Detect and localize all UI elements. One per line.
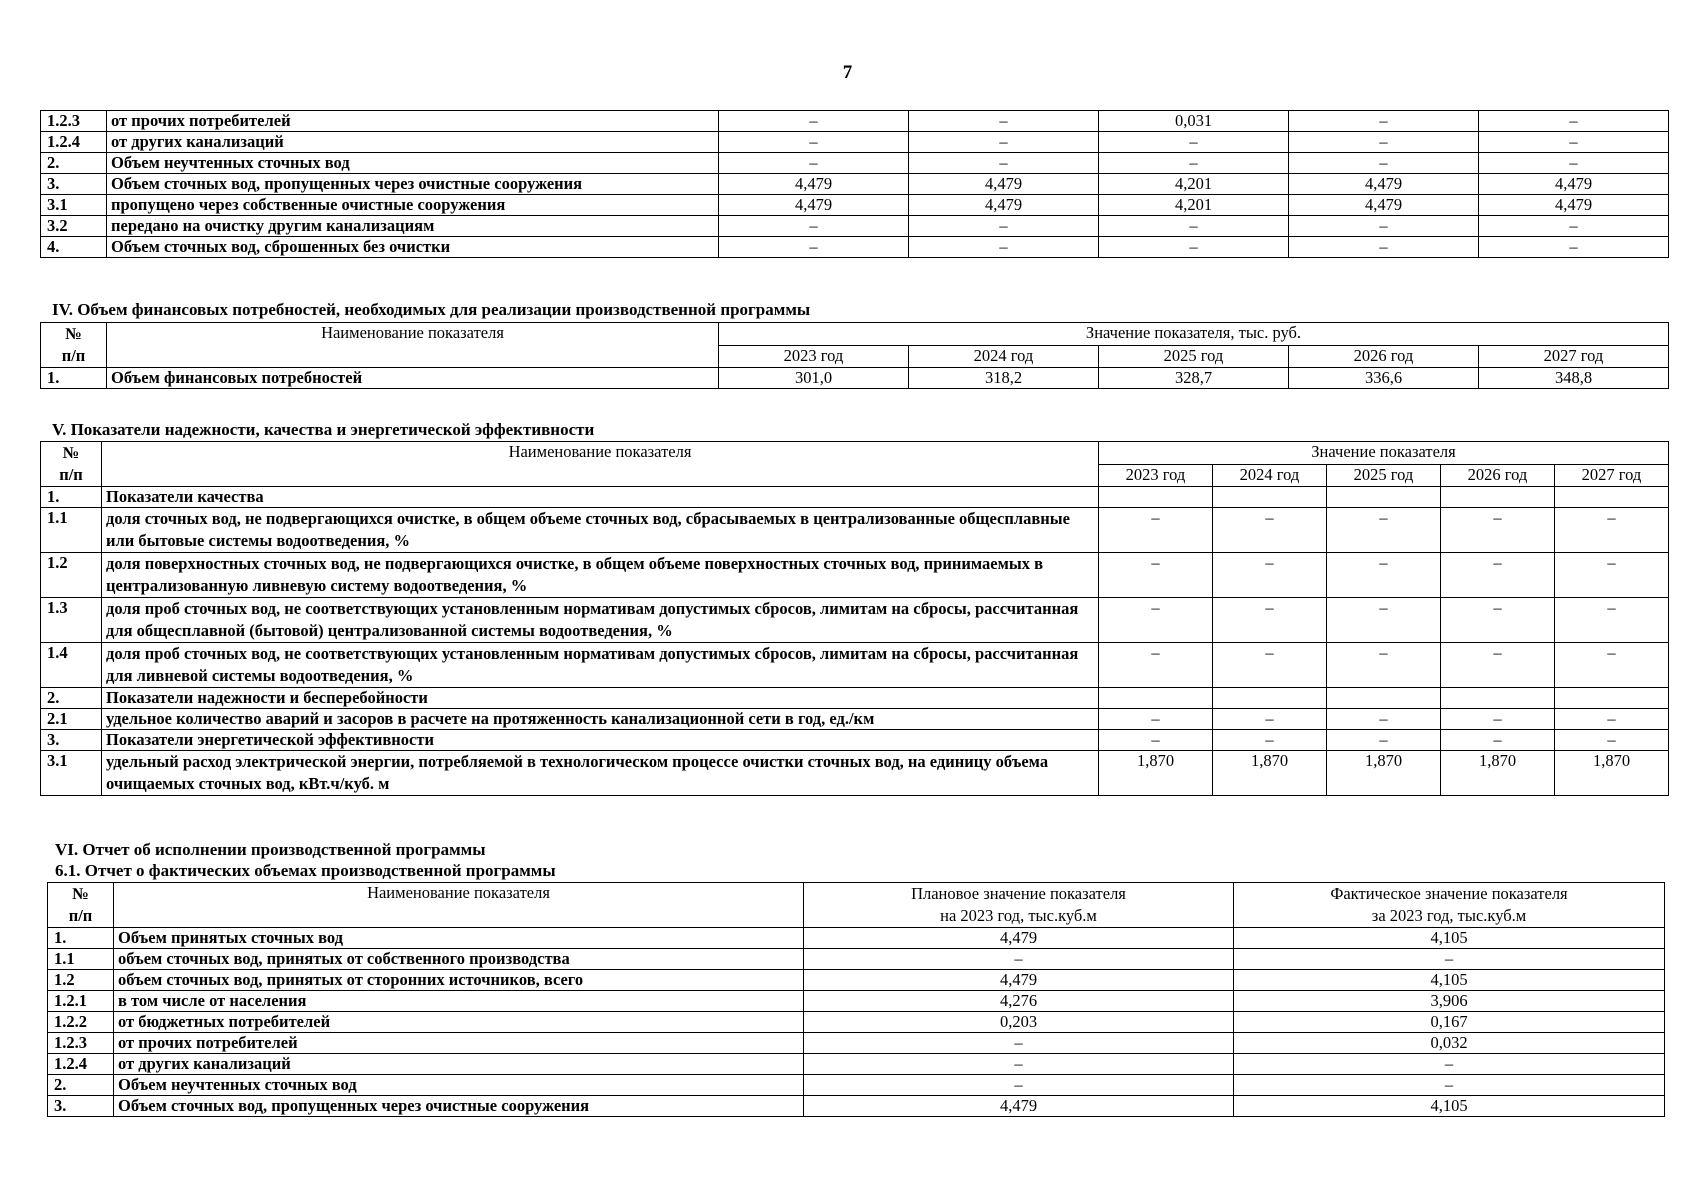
row-name: Объем сточных вод, сброшенных без очистки <box>107 237 719 258</box>
row-plan: 4,479 <box>804 1096 1234 1117</box>
row-value: – <box>909 111 1099 132</box>
row-name: удельный расход электрической энергии, потребляемой в технологическом процессе очистки сточных вод, на единицу объема очищаемых сточных вод, кВт.ч/куб. м <box>102 751 1099 796</box>
row-name: от прочих потребителей <box>114 1033 804 1054</box>
row-value: – <box>1289 132 1479 153</box>
year-header: 2027 год <box>1479 345 1669 368</box>
header-num <box>41 442 102 487</box>
row-value: 4,201 <box>1099 174 1289 195</box>
row-value: – <box>1213 643 1327 688</box>
row-code: 1.2 <box>48 970 114 991</box>
row-value: – <box>1555 553 1669 598</box>
row-value: – <box>1099 132 1289 153</box>
header-value: Значение показателя, тыс. руб. <box>719 323 1669 346</box>
row-name: объем сточных вод, принятых от собственного производства <box>114 949 804 970</box>
row-code: 1.2.2 <box>48 1012 114 1033</box>
section-5-title: V. Показатели надежности, качества и энергетической эффективности <box>52 420 595 439</box>
row-value: – <box>1327 643 1441 688</box>
row-name: удельное количество аварий и засоров в расчете на протяженность канализационной сети в год, ед./км <box>102 709 1099 730</box>
header-plan-line2: на 2023 год, тыс.куб.м <box>940 906 1097 925</box>
row-value <box>1213 487 1327 508</box>
row-value: 4,479 <box>1479 195 1669 216</box>
table-row <box>48 928 1665 949</box>
row-value: 318,2 <box>909 368 1099 389</box>
row-fact: – <box>1234 949 1665 970</box>
year-header: 2024 год <box>1213 464 1327 487</box>
row-fact: 4,105 <box>1234 970 1665 991</box>
header-value: Значение показателя <box>1099 442 1669 465</box>
row-value: – <box>1289 153 1479 174</box>
year-header: 2024 год <box>909 345 1099 368</box>
row-plan: 4,479 <box>804 970 1234 991</box>
report-table <box>47 882 1665 1117</box>
table-row <box>41 487 1669 508</box>
row-value: – <box>1213 553 1327 598</box>
row-plan: 4,276 <box>804 991 1234 1012</box>
header-num-line1: № <box>72 884 89 903</box>
row-value: – <box>1441 508 1555 553</box>
row-code: 1.2 <box>41 553 102 598</box>
table-row <box>48 1075 1665 1096</box>
table-row <box>48 1033 1665 1054</box>
table-row <box>48 991 1665 1012</box>
row-name: доля проб сточных вод, не соответствующих установленным нормативам допустимых сбросов, лимитам на сбросы, рассчитанная для общесплавной (бытовой) централизованной системы водоотведения, % <box>102 598 1099 643</box>
table-row <box>41 598 1669 643</box>
row-value: 4,201 <box>1099 195 1289 216</box>
row-value: – <box>1441 730 1555 751</box>
header-num-line2: п/п <box>68 906 93 925</box>
row-code: 3. <box>41 730 102 751</box>
table-row <box>48 949 1665 970</box>
row-value: – <box>719 153 909 174</box>
table-row <box>48 970 1665 991</box>
section-6-subtitle: 6.1. Отчет о фактических объемах производственной программы <box>55 861 556 880</box>
row-code: 1. <box>48 928 114 949</box>
row-value: – <box>1441 598 1555 643</box>
year-header: 2025 год <box>1099 345 1289 368</box>
table-row <box>48 1012 1665 1033</box>
row-value: 1,870 <box>1441 751 1555 796</box>
header-num-line1: № <box>62 443 80 462</box>
row-value <box>1327 688 1441 709</box>
row-value: – <box>1099 709 1213 730</box>
header-num-line2: п/п <box>59 465 83 484</box>
row-name: Объем принятых сточных вод <box>114 928 804 949</box>
financial-needs-table <box>40 322 1669 389</box>
row-value: – <box>909 237 1099 258</box>
table-row <box>41 643 1669 688</box>
row-code: 1.2.4 <box>41 132 107 153</box>
row-value: – <box>1555 709 1669 730</box>
row-value: – <box>1555 508 1669 553</box>
table-row <box>41 709 1669 730</box>
table-row <box>41 730 1669 751</box>
table-row <box>41 751 1669 796</box>
row-plan: – <box>804 949 1234 970</box>
row-plan: – <box>804 1033 1234 1054</box>
row-value: – <box>1327 730 1441 751</box>
row-value: 4,479 <box>719 195 909 216</box>
row-fact: 0,032 <box>1234 1033 1665 1054</box>
row-value: – <box>1327 598 1441 643</box>
row-code: 4. <box>41 237 107 258</box>
row-name: доля поверхностных сточных вод, не подвергающихся очистке, в общем объеме поверхностных сточных вод, принимаемых в централизованную ливневую систему водоотведения, % <box>102 553 1099 598</box>
header-plan <box>804 883 1234 928</box>
row-code: 1.1 <box>41 508 102 553</box>
row-value <box>1099 688 1213 709</box>
row-value <box>1099 487 1213 508</box>
row-name: Объем сточных вод, пропущенных через очистные сооружения <box>114 1096 804 1117</box>
row-fact: 4,105 <box>1234 928 1665 949</box>
row-code: 3.1 <box>41 195 107 216</box>
table-row <box>41 111 1669 132</box>
table-row <box>41 216 1669 237</box>
header-name: Наименование показателя <box>107 323 719 368</box>
section-6-title: VI. Отчет об исполнении производственной программы <box>55 840 486 859</box>
row-name: доля сточных вод, не подвергающихся очистке, в общем объеме сточных вод, сбрасываемых в централизованные общесплавные или бытовые системы водоотведения, % <box>102 508 1099 553</box>
row-value: – <box>1099 643 1213 688</box>
row-value <box>1441 688 1555 709</box>
table-row <box>41 195 1669 216</box>
year-header: 2023 год <box>719 345 909 368</box>
row-value: – <box>1099 216 1289 237</box>
row-value <box>1441 487 1555 508</box>
row-value: 1,870 <box>1099 751 1213 796</box>
year-header: 2026 год <box>1441 464 1555 487</box>
row-value: – <box>719 111 909 132</box>
header-num-line2: п/п <box>61 346 86 365</box>
row-value: – <box>1479 111 1669 132</box>
row-code: 1.2.3 <box>48 1033 114 1054</box>
row-value: – <box>719 132 909 153</box>
row-value: 301,0 <box>719 368 909 389</box>
row-value: 1,870 <box>1555 751 1669 796</box>
row-code: 2. <box>41 688 102 709</box>
row-code: 1.1 <box>48 949 114 970</box>
row-value: – <box>1099 553 1213 598</box>
row-value: 0,031 <box>1099 111 1289 132</box>
header-fact-line2: за 2023 год, тыс.куб.м <box>1371 906 1527 925</box>
row-code: 3. <box>48 1096 114 1117</box>
row-name: Объем сточных вод, пропущенных через очистные сооружения <box>107 174 719 195</box>
year-header: 2027 год <box>1555 464 1669 487</box>
row-name: от бюджетных потребителей <box>114 1012 804 1033</box>
row-value: 328,7 <box>1099 368 1289 389</box>
row-name: Показатели качества <box>102 487 1099 508</box>
year-header: 2025 год <box>1327 464 1441 487</box>
row-name: Объем неучтенных сточных вод <box>107 153 719 174</box>
row-value <box>1213 688 1327 709</box>
table-row <box>48 1054 1665 1075</box>
row-code: 3.1 <box>41 751 102 796</box>
row-value <box>1327 487 1441 508</box>
row-value: – <box>1289 216 1479 237</box>
row-name: объем сточных вод, принятых от сторонних источников, всего <box>114 970 804 991</box>
table-row <box>48 1096 1665 1117</box>
table-row <box>41 132 1669 153</box>
row-code: 1.2.4 <box>48 1054 114 1075</box>
row-value: – <box>1213 709 1327 730</box>
header-name: Наименование показателя <box>114 883 804 928</box>
row-value: – <box>1099 598 1213 643</box>
table-row <box>41 508 1669 553</box>
header-num <box>41 323 107 368</box>
reliability-table <box>40 441 1669 796</box>
table-row <box>41 237 1669 258</box>
row-value: 4,479 <box>909 195 1099 216</box>
row-value: – <box>1441 553 1555 598</box>
row-value: – <box>1327 508 1441 553</box>
row-name: Объем финансовых потребностей <box>107 368 719 389</box>
row-value <box>1555 688 1669 709</box>
row-value: 4,479 <box>1479 174 1669 195</box>
header-fact-line1: Фактическое значение показателя <box>1330 884 1568 903</box>
header-name: Наименование показателя <box>102 442 1099 487</box>
row-value: – <box>719 216 909 237</box>
row-name: передано на очистку другим канализациям <box>107 216 719 237</box>
row-value: – <box>1479 132 1669 153</box>
row-name: от прочих потребителей <box>107 111 719 132</box>
row-name: в том числе от населения <box>114 991 804 1012</box>
row-value: – <box>1441 643 1555 688</box>
year-header: 2023 год <box>1099 464 1213 487</box>
row-value: 4,479 <box>909 174 1099 195</box>
row-value: – <box>1327 553 1441 598</box>
row-value: – <box>1213 598 1327 643</box>
row-value: – <box>1099 153 1289 174</box>
continuation-table <box>40 110 1669 258</box>
header-plan-line1: Плановое значение показателя <box>911 884 1126 903</box>
row-value: – <box>1555 598 1669 643</box>
row-fact: – <box>1234 1075 1665 1096</box>
row-value: 4,479 <box>1289 195 1479 216</box>
row-plan: – <box>804 1075 1234 1096</box>
row-value: – <box>1479 216 1669 237</box>
row-name: пропущено через собственные очистные сооружения <box>107 195 719 216</box>
row-code: 1.3 <box>41 598 102 643</box>
header-num <box>48 883 114 928</box>
row-value: 4,479 <box>1289 174 1479 195</box>
row-name: Показатели энергетической эффективности <box>102 730 1099 751</box>
table-row <box>41 174 1669 195</box>
row-fact: 3,906 <box>1234 991 1665 1012</box>
row-plan: 0,203 <box>804 1012 1234 1033</box>
row-value: – <box>909 132 1099 153</box>
row-value: – <box>1555 643 1669 688</box>
row-fact: 0,167 <box>1234 1012 1665 1033</box>
row-name: от других канализаций <box>107 132 719 153</box>
row-value: – <box>1555 730 1669 751</box>
header-fact <box>1234 883 1665 928</box>
row-code: 1. <box>41 487 102 508</box>
row-code: 1.4 <box>41 643 102 688</box>
row-value: – <box>1441 709 1555 730</box>
row-code: 1.2.1 <box>48 991 114 1012</box>
row-value: – <box>1099 508 1213 553</box>
row-code: 3. <box>41 174 107 195</box>
row-name: от других канализаций <box>114 1054 804 1075</box>
row-plan: 4,479 <box>804 928 1234 949</box>
row-value: – <box>909 153 1099 174</box>
row-value: – <box>1479 153 1669 174</box>
table-row <box>41 368 1669 389</box>
row-value: 348,8 <box>1479 368 1669 389</box>
header-num-line1: № <box>65 324 82 343</box>
table-row <box>41 688 1669 709</box>
row-value: – <box>909 216 1099 237</box>
row-code: 2. <box>48 1075 114 1096</box>
table-row <box>41 553 1669 598</box>
row-value: – <box>719 237 909 258</box>
table-row <box>41 153 1669 174</box>
row-value: – <box>1289 111 1479 132</box>
row-value: – <box>1213 508 1327 553</box>
row-code: 1. <box>41 368 107 389</box>
year-header: 2026 год <box>1289 345 1479 368</box>
row-code: 1.2.3 <box>41 111 107 132</box>
row-value: – <box>1479 237 1669 258</box>
row-fact: 4,105 <box>1234 1096 1665 1117</box>
section-4-title: IV. Объем финансовых потребностей, необходимых для реализации производственной программы <box>52 300 811 319</box>
row-value: 336,6 <box>1289 368 1479 389</box>
row-name: Объем неучтенных сточных вод <box>114 1075 804 1096</box>
row-value: – <box>1327 709 1441 730</box>
row-code: 2.1 <box>41 709 102 730</box>
row-value <box>1555 487 1669 508</box>
row-value: – <box>1099 730 1213 751</box>
row-value: – <box>1289 237 1479 258</box>
row-code: 3.2 <box>41 216 107 237</box>
row-name: Показатели надежности и бесперебойности <box>102 688 1099 709</box>
row-value: 4,479 <box>719 174 909 195</box>
row-code: 2. <box>41 153 107 174</box>
row-plan: – <box>804 1054 1234 1075</box>
row-value: 1,870 <box>1327 751 1441 796</box>
row-name: доля проб сточных вод, не соответствующих установленным нормативам допустимых сбросов, лимитам на сбросы, рассчитанная для ливневой системы водоотведения, % <box>102 643 1099 688</box>
row-fact: – <box>1234 1054 1665 1075</box>
page-number: 7 <box>842 62 853 83</box>
row-value: – <box>1213 730 1327 751</box>
row-value: – <box>1099 237 1289 258</box>
row-value: 1,870 <box>1213 751 1327 796</box>
